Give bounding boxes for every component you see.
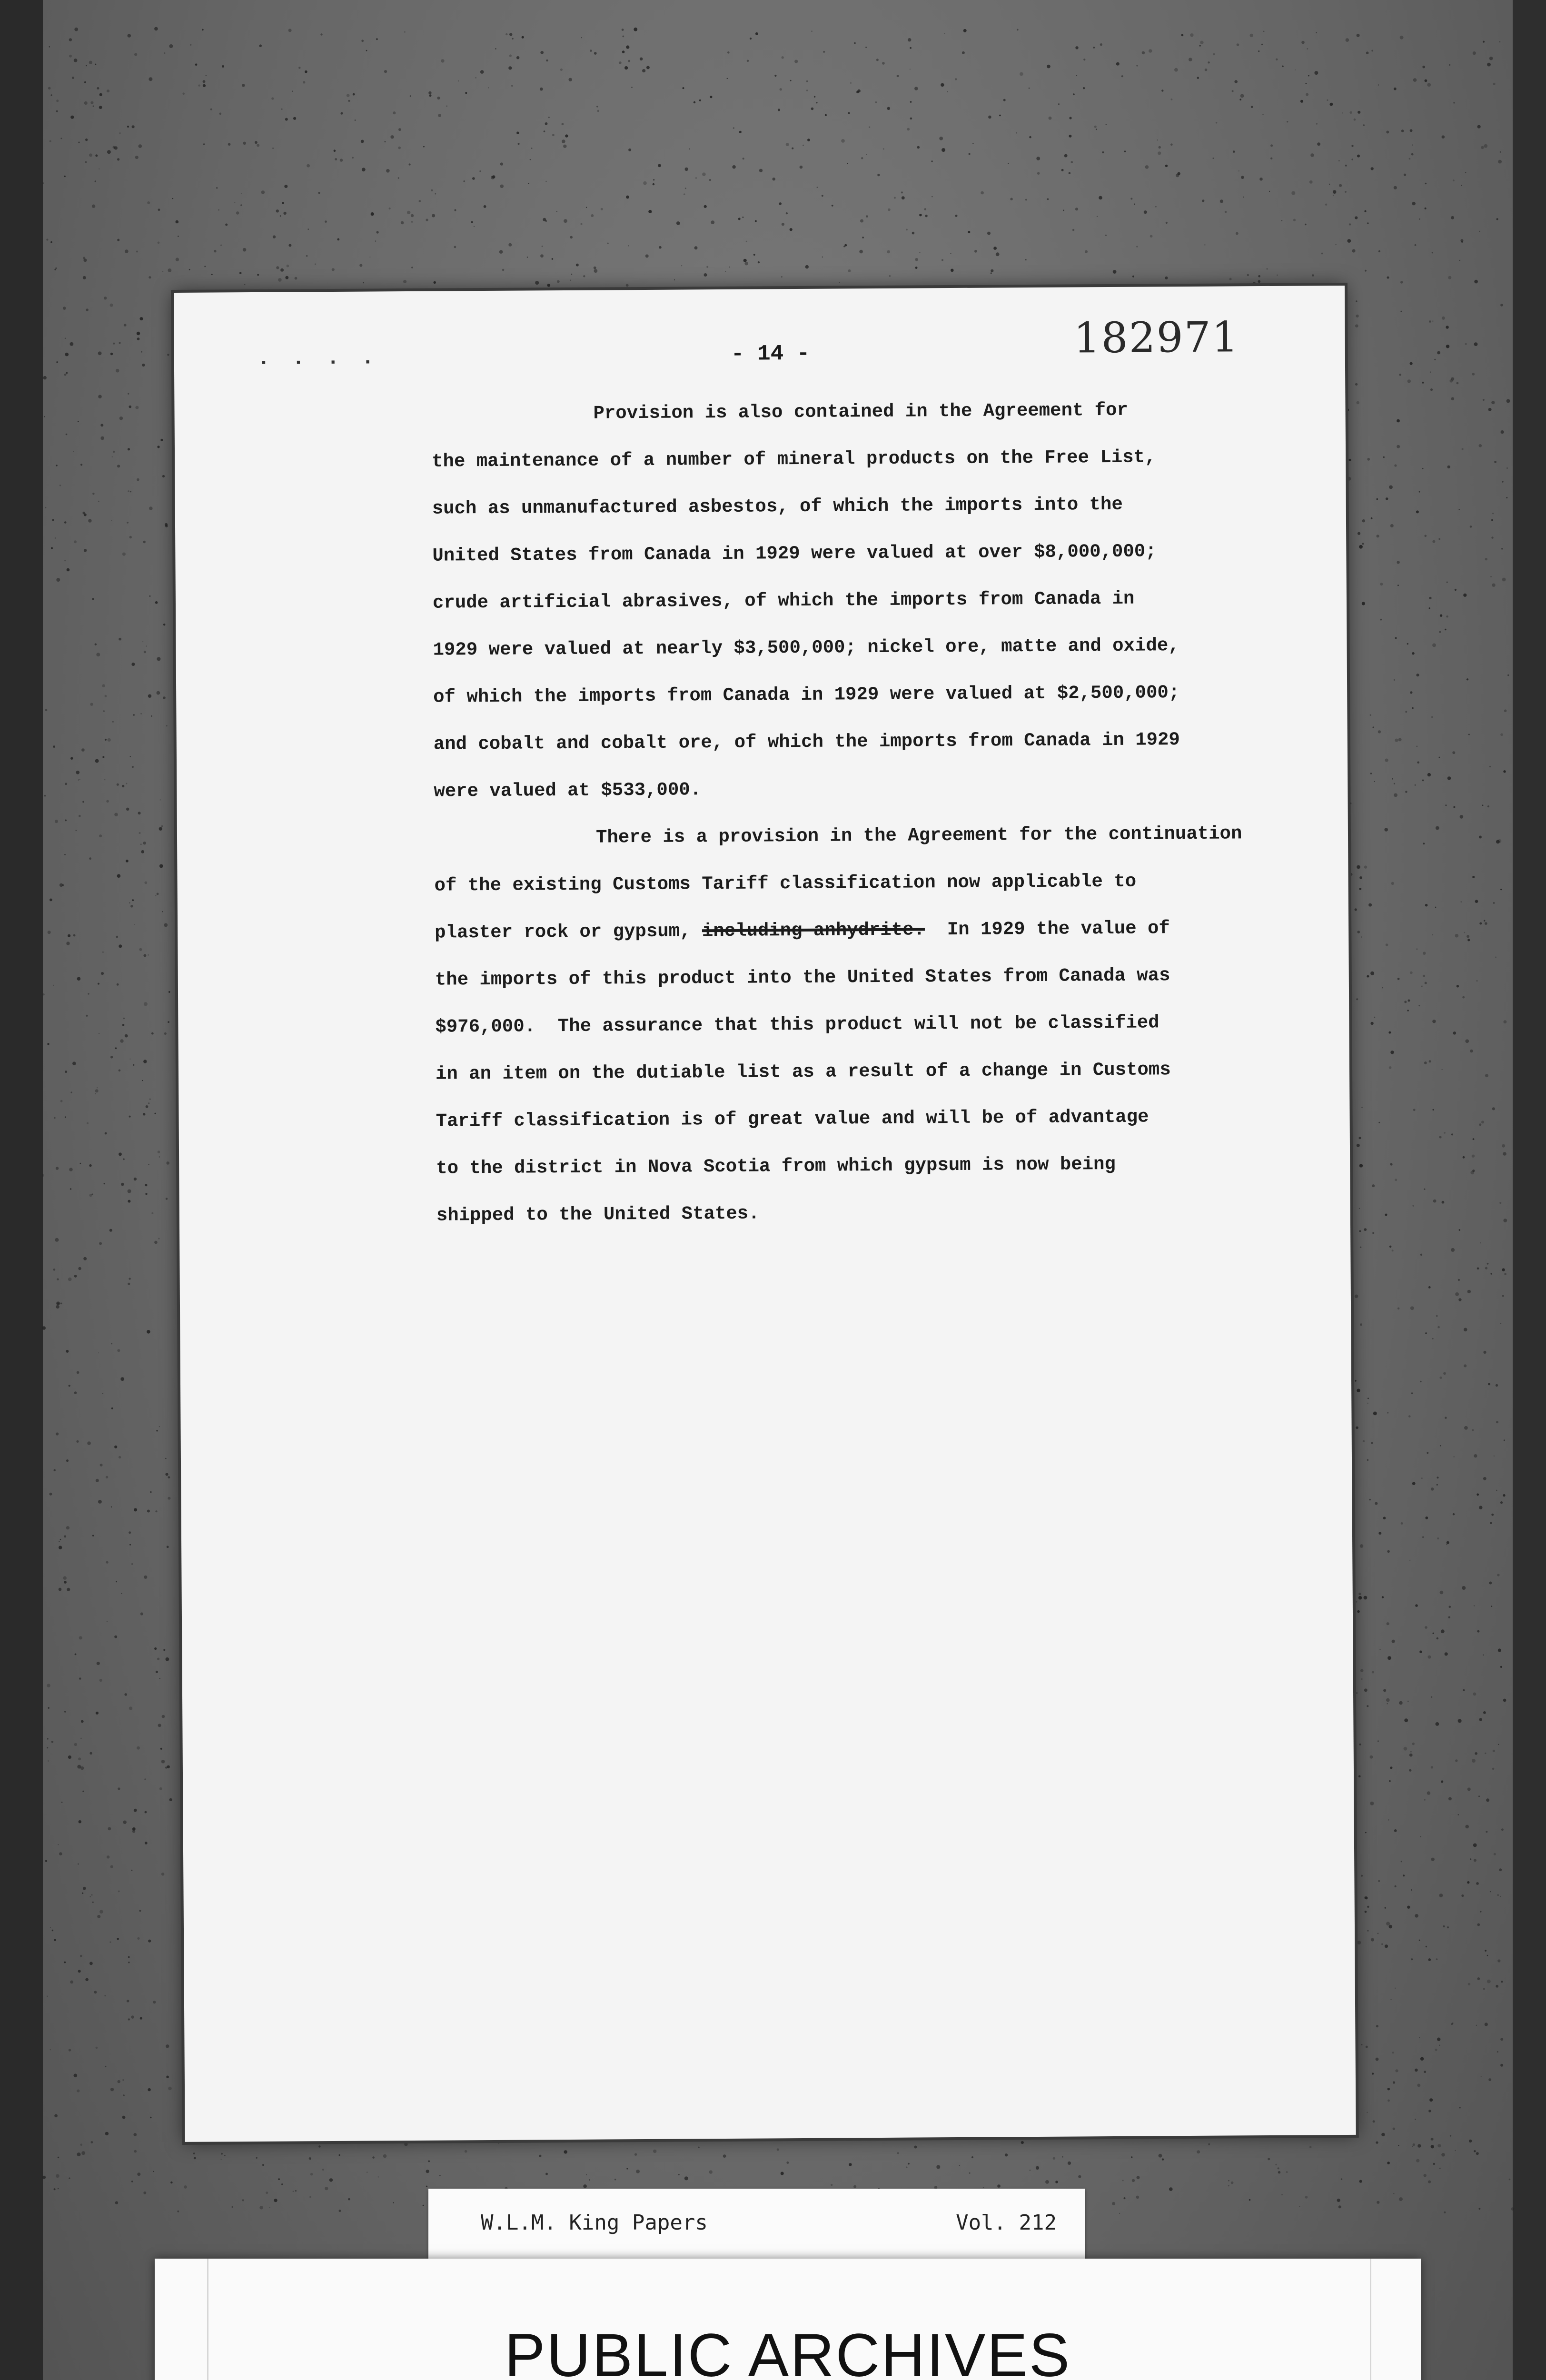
paragraph-1-line: such as unmanufactured asbestos, of which the imports into the [432,494,1123,519]
struck-out-text: including anhydrite. [702,919,925,942]
paragraph-1-line: the maintenance of a number of mineral products on the Free List, [432,446,1156,472]
paragraph-1-line: crude artificial abrasives, of which the imports from Canada in [432,588,1135,614]
collection-name: W.L.M. King Papers [481,2211,708,2235]
paragraph-2-line: the imports of this product into the United States from Canada was [435,965,1170,991]
paragraph-2-line: $976,000. The assurance that this product will not be classified [435,1012,1160,1038]
paragraph-1-line: and cobalt and cobalt ore, of which the imports from Canada in 1929 [433,729,1180,755]
text-after-strikeout: In 1929 the value of [924,918,1170,941]
paragraph-2-line-with-strikeout [435,904,1330,956]
margin-mark: . . . . [257,346,379,371]
page-number: - 14 - [731,341,810,367]
paragraph-1-line: Provision is also contained in the Agreement for [593,399,1129,424]
paragraph-1-line: were valued at $533,000. [434,779,702,802]
paragraph-2-line: shipped to the United States. [436,1203,760,1226]
paragraph-2-line: to the district in Nova Scotia from which gypsum is now being [436,1153,1116,1179]
paragraph-1-line: of which the imports from Canada in 1929 were valued at $2,500,000; [433,682,1180,708]
stamped-document-number: 182971 [1073,312,1239,363]
paragraph-2-line: Tariff classification is of great value and will be of advantage [436,1106,1149,1132]
typed-document-page [174,286,1356,2142]
collection-label [428,2189,1085,2260]
archives-target-card [155,2259,1421,2380]
paragraph-1-line: 1929 were valued at nearly $3,500,000; nickel ore, matte and oxide, [433,635,1179,661]
volume-number: Vol. 212 [956,2211,1057,2235]
paragraph-1-line: United States from Canada in 1929 were valued at over $8,000,000; [432,541,1157,566]
paragraph-2-line: There is a provision in the Agreement for the continuation [595,823,1242,848]
document-body [431,386,1331,1239]
archives-title-english: PUBLIC ARCHIVES [504,2321,1071,2380]
text-before-strikeout: plaster rock or gypsum, [435,921,703,943]
paragraph-2-line: of the existing Customs Tariff classification now applicable to [434,871,1137,896]
paragraph-2-line: in an item on the dutiable list as a result of a change in Customs [435,1059,1171,1085]
